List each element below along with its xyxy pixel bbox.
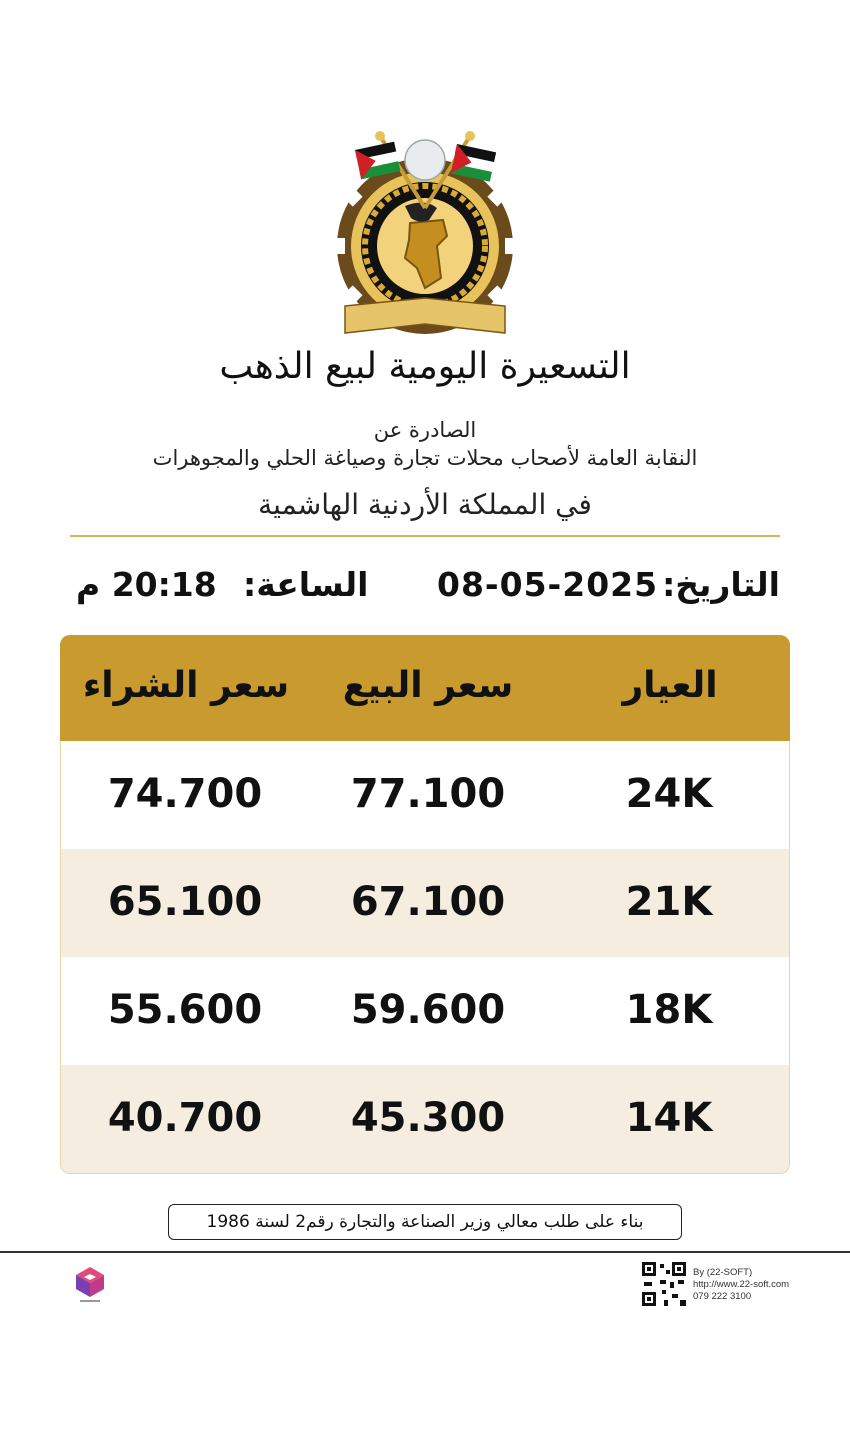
issued-by-text: الصادرة عن bbox=[373, 418, 477, 442]
karat-cell: 21K bbox=[625, 879, 713, 925]
table-header bbox=[60, 635, 790, 741]
kingdom-text: في المملكة الأردنية الهاشمية bbox=[258, 488, 592, 521]
table-row bbox=[61, 1065, 789, 1173]
header-karat: العيار bbox=[622, 665, 718, 706]
buy-price-cell: 65.100 bbox=[107, 879, 263, 925]
union-name: النقابة العامة لأصحاب محلات تجارة وصياغة الحلي والمجوهرات bbox=[152, 446, 698, 470]
table-row bbox=[61, 849, 789, 957]
credits-phone: 079 222 3100 bbox=[693, 1291, 752, 1302]
22-soft-cube-icon bbox=[74, 1265, 106, 1305]
union-emblem-logo bbox=[325, 128, 525, 348]
credits-url[interactable]: http://www.22-soft.com bbox=[693, 1279, 790, 1290]
header-buy-price: سعر الشراء bbox=[82, 665, 290, 706]
price-table bbox=[60, 635, 790, 1175]
buy-price-cell: 55.600 bbox=[107, 987, 263, 1033]
footer-divider bbox=[0, 1251, 850, 1253]
sell-price-cell: 59.600 bbox=[350, 987, 506, 1033]
table-row bbox=[61, 741, 789, 849]
credits-by: By (22-SOFT) bbox=[693, 1267, 753, 1278]
ministry-note: بناء على طلب معالي وزير الصناعة والتجارة رقم2 لسنة 1986 bbox=[168, 1204, 682, 1240]
karat-cell: 18K bbox=[625, 987, 713, 1033]
date-value: 08-05-2025 bbox=[437, 565, 659, 604]
table-body bbox=[60, 741, 790, 1174]
credits-block bbox=[693, 1267, 789, 1303]
karat-cell: 14K bbox=[625, 1095, 713, 1141]
header-sell-price: سعر البيع bbox=[342, 665, 514, 706]
page-title: التسعيرة اليومية لبيع الذهب bbox=[219, 346, 631, 387]
sell-price-cell: 77.100 bbox=[350, 771, 506, 817]
date-label: التاريخ: bbox=[662, 565, 780, 604]
sell-price-cell: 45.300 bbox=[350, 1095, 506, 1141]
time-value: 20:18 م bbox=[76, 565, 217, 604]
buy-price-cell: 74.700 bbox=[107, 771, 263, 817]
qr-code-icon bbox=[640, 1260, 688, 1308]
sell-price-cell: 67.100 bbox=[350, 879, 506, 925]
time-label: الساعة: bbox=[243, 565, 369, 604]
gold-divider bbox=[70, 535, 780, 537]
table-row bbox=[61, 957, 789, 1065]
buy-price-cell: 40.700 bbox=[107, 1095, 263, 1141]
karat-cell: 24K bbox=[625, 771, 713, 817]
